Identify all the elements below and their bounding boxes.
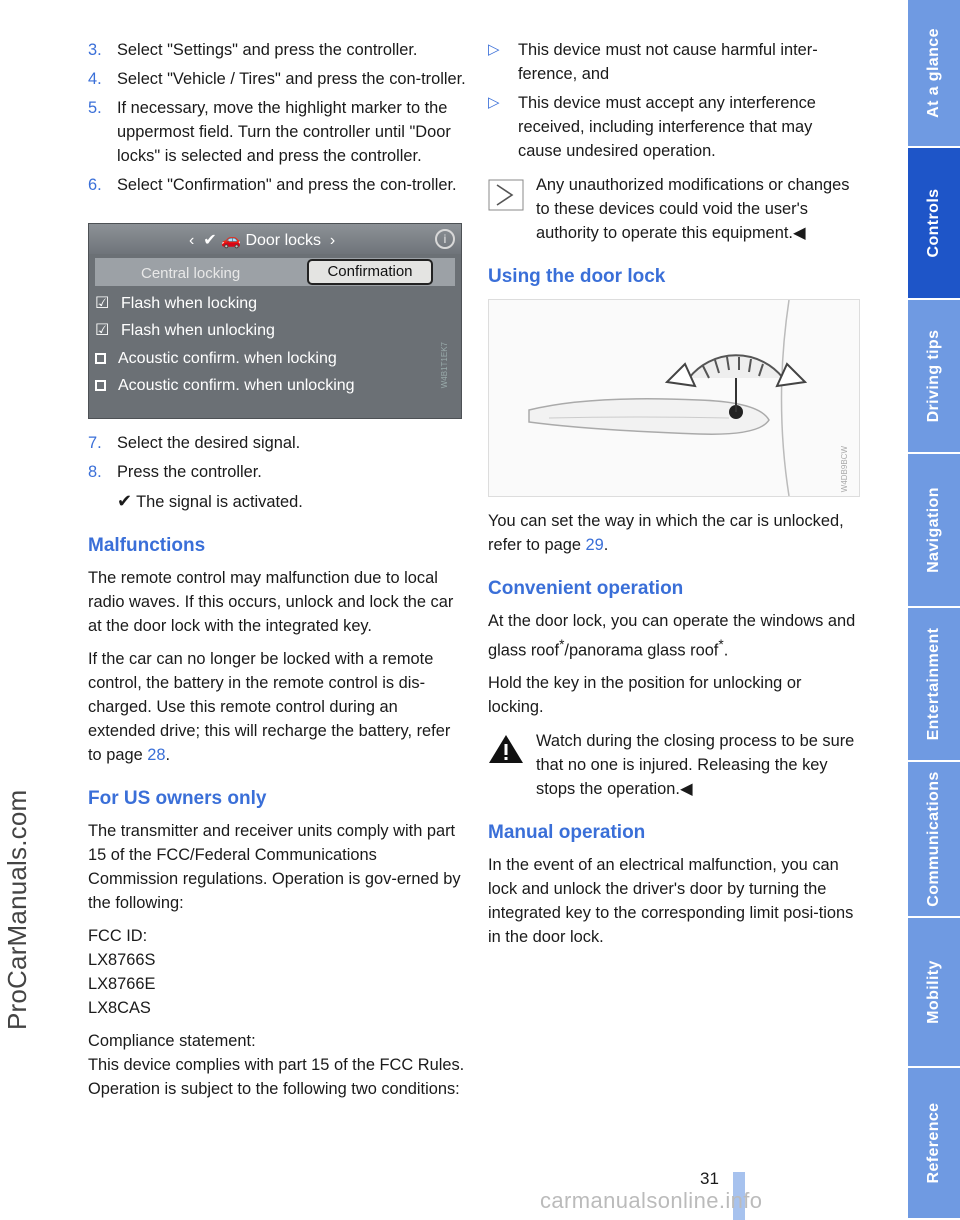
bullet-arrow-icon: ▷ <box>488 94 500 111</box>
door-lock-image <box>488 299 860 497</box>
tab-communications[interactable]: Communications <box>908 762 960 918</box>
bullet-arrow-icon: ▷ <box>488 41 500 58</box>
screen-title-bar <box>89 224 461 254</box>
step-3: 3. Select "Settings" and press the controller. <box>88 41 418 59</box>
signal-check-icon: ✔ <box>117 491 133 511</box>
left-column <box>88 38 466 1110</box>
heading-convenient: Convenient operation <box>488 578 684 599</box>
fcc-ids: FCC ID: LX8766S LX8766E LX8CAS <box>88 927 156 1017</box>
image-code: W4DB9BCW <box>840 445 849 492</box>
end-mark-icon: ◀ <box>792 224 806 242</box>
tab-central-locking: Central locking <box>141 265 241 282</box>
note-box <box>488 173 860 245</box>
step-6: 6. Select "Confirmation" and press the con-troller. <box>88 176 457 194</box>
tab-mobility[interactable]: Mobility <box>908 918 960 1068</box>
warning-box <box>488 729 860 801</box>
end-mark-icon: ◀ <box>679 780 693 799</box>
option-row: ☑ Flash when unlocking <box>95 319 275 343</box>
screen-title: Door locks <box>245 232 322 249</box>
tab-navigation[interactable]: Navigation <box>908 454 960 608</box>
image-code: W4B1T1EK7 <box>440 341 449 388</box>
warning-text: Watch during the closing process to be sure that no one is injured. Releasing the key stops the operation. <box>536 732 855 799</box>
unchecked-box-icon <box>95 353 106 364</box>
watermark: ProCarManuals.com <box>2 789 32 1030</box>
checked-icon: ☑ <box>95 322 110 339</box>
note-arrow-icon <box>488 179 524 211</box>
option-row: Acoustic confirm. when locking <box>95 347 337 371</box>
optional-star: * <box>559 637 565 652</box>
page-ref-28[interactable]: 28 <box>147 746 166 764</box>
door-p1: You can set the way in which the car is unlocked, refer to page 29. <box>488 512 844 554</box>
step-5: 5. If necessary, move the highlight marker to the uppermost field. Turn the controller until "Door locks" is selected and press the controller. <box>88 99 451 165</box>
us-p1: The transmitter and receiver units comply with part 15 of the FCC/Federal Communications Commission regulations. Operation is gov-erned by the following: <box>88 822 461 912</box>
door-handle-illustration <box>489 300 859 496</box>
note-text: Any unauthorized modifications or changes to these devices could void the user's authority to operate this equipment. <box>536 176 850 242</box>
signal-note: ✔ The signal is activated. <box>117 491 303 511</box>
chapter-sidebar <box>908 0 960 1220</box>
heading-door-lock: Using the door lock <box>488 266 666 287</box>
chevron-right-icon: › <box>321 232 336 249</box>
tab-reference[interactable]: Reference <box>908 1068 960 1220</box>
bullet-item: ▷ This device must accept any interference received, including interference that may cause undesired operation. <box>488 91 860 163</box>
screen-tabs <box>95 258 455 286</box>
warning-icon <box>488 733 524 765</box>
tab-controls[interactable]: Controls <box>908 148 960 300</box>
tab-at-a-glance[interactable]: At a glance <box>908 0 960 148</box>
page-number: 31 <box>700 1169 719 1188</box>
step-7: 7. Select the desired signal. <box>88 434 301 452</box>
footer-url: carmanualsonline.info <box>540 1188 763 1213</box>
convenient-p2: Hold the key in the position for unlocking or locking. <box>488 674 802 717</box>
checked-icon: ☑ <box>95 295 110 312</box>
page-ref-29[interactable]: 29 <box>585 536 604 554</box>
bullet-item: ▷ This device must not cause harmful inter-ference, and <box>488 38 860 86</box>
right-column <box>488 38 860 958</box>
step-4: 4. Select "Vehicle / Tires" and press the con-troller. <box>88 70 466 88</box>
door-locks-screen <box>88 223 462 419</box>
info-icon: i <box>435 229 455 249</box>
heading-us-owners: For US owners only <box>88 788 267 809</box>
option-row: Acoustic confirm. when unlocking <box>95 374 355 398</box>
malfunctions-p1: The remote control may malfunction due to local radio waves. If this occurs, unlock and lock the car at the door lock with the integrated key. <box>88 569 454 635</box>
car-check-icon: ✔ 🚗 <box>203 232 246 249</box>
step-8: 8. Press the controller. <box>88 463 262 481</box>
malfunctions-p2: If the car can no longer be locked with a remote control, the battery in the remote control is dis-charged. Use this remote control during an extended drive; this will recharge the battery, refer to page 28. <box>88 650 451 764</box>
heading-malfunctions: Malfunctions <box>88 535 206 556</box>
heading-manual: Manual operation <box>488 822 646 844</box>
optional-star: * <box>718 637 724 652</box>
tab-driving-tips[interactable]: Driving tips <box>908 300 960 454</box>
convenient-p1: At the door lock, you can operate the windows and glass roof*/panorama glass roof*. <box>488 612 856 660</box>
manual-p1: In the event of an electrical malfunction, you can lock and unlock the driver's door by turning the integrated key to the corresponding limit posi-tions in the door lock. <box>488 856 854 947</box>
tab-entertainment[interactable]: Entertainment <box>908 608 960 762</box>
option-row: ☑ Flash when locking <box>95 292 257 316</box>
unchecked-box-icon <box>95 380 106 391</box>
compliance: Compliance statement: This device complies with part 15 of the FCC Rules. Operation is subject to the following two conditions: <box>88 1032 465 1098</box>
tab-confirmation: Confirmation <box>307 259 433 285</box>
chevron-left-icon: ‹ <box>189 232 204 249</box>
